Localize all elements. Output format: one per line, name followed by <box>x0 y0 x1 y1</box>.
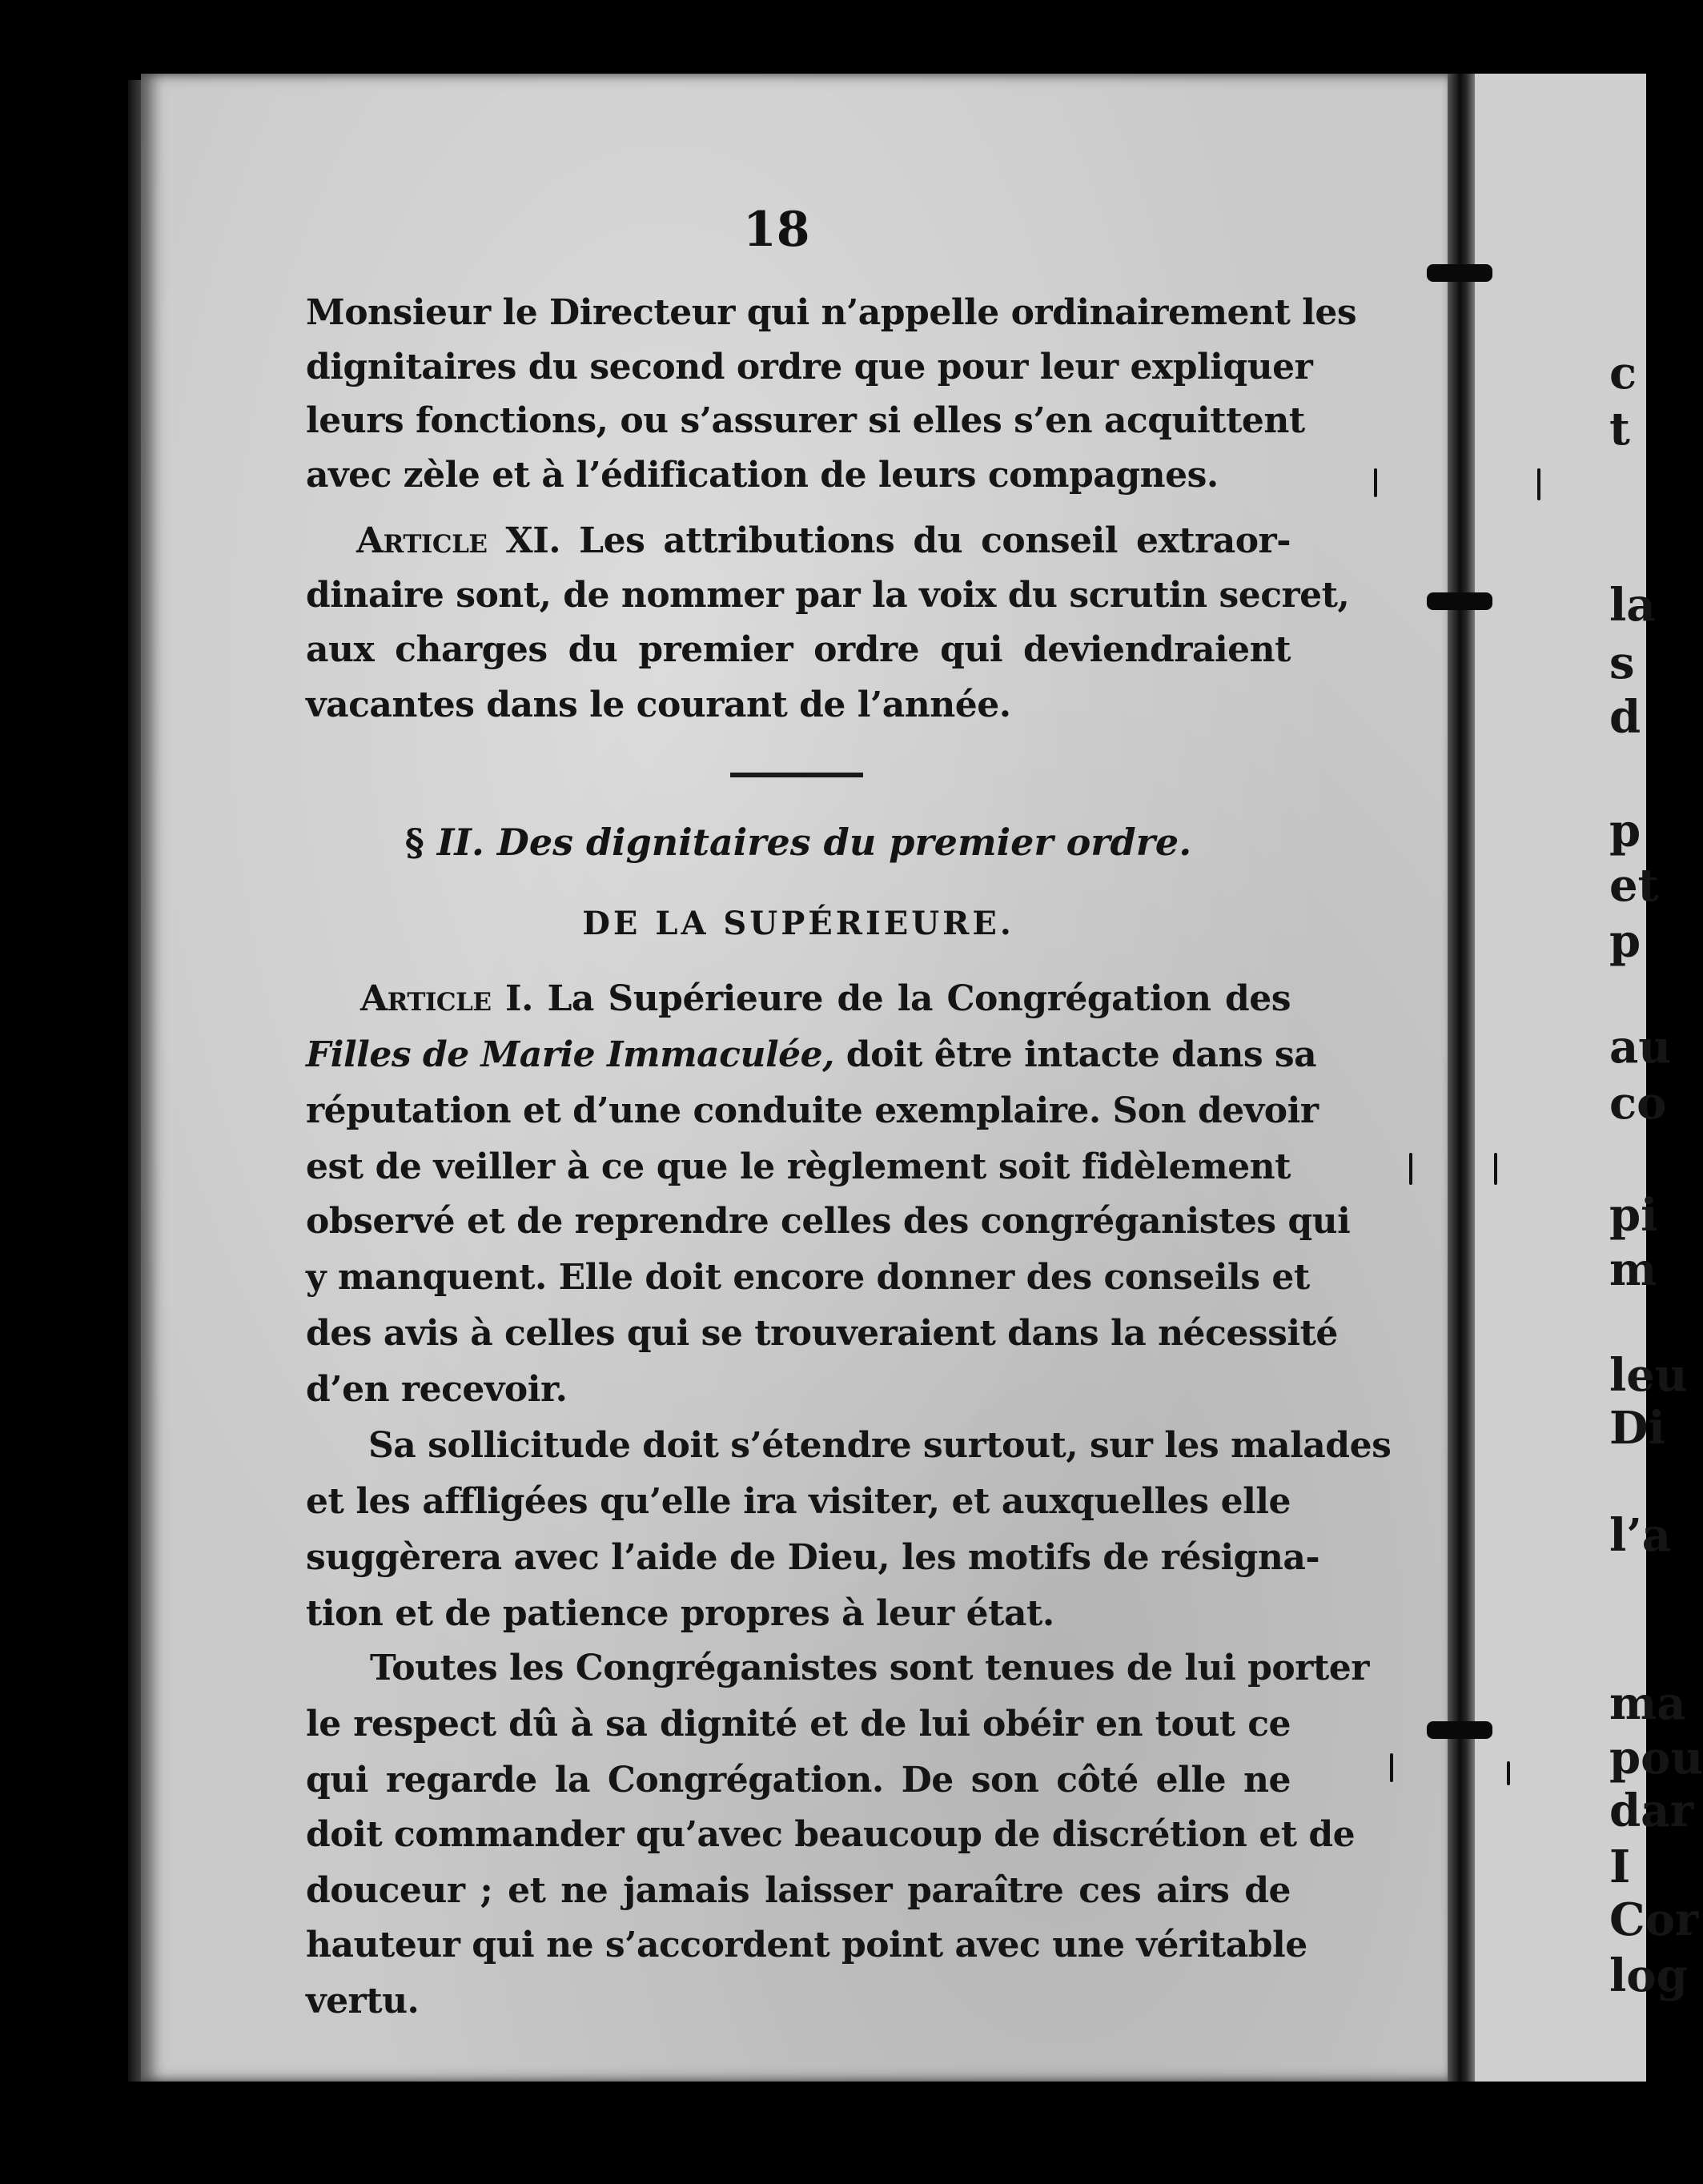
ink-mark <box>1390 1753 1393 1782</box>
text-line: hauteur qui ne s’accordent point avec une véritable <box>306 1925 1307 1965</box>
binding-stitch <box>1427 592 1492 610</box>
article-label: Article <box>360 978 492 1019</box>
text-line: vertu. <box>306 1981 420 2021</box>
heading-superieure: DE LA SUPÉRIEURE. <box>582 905 1014 942</box>
ink-mark <box>1507 1761 1510 1785</box>
text-line: le respect dû à sa dignité et de lui obéir en tout ce <box>306 1704 1291 1744</box>
facing-fragment: la <box>1609 579 1656 632</box>
text-line: qui regarde la Congrégation. De son côté elle ne <box>306 1760 1291 1801</box>
article-xi-first-line <box>356 520 1291 561</box>
text-line: dignitaires du second ordre que pour leur expliquer <box>306 347 1313 387</box>
facing-fragment: l’a <box>1609 1509 1672 1562</box>
article-label: Article <box>356 520 488 561</box>
article-number: XI. <box>487 520 561 561</box>
text-line: doit commander qu’avec beaucoup de discrétion et de <box>306 1814 1356 1855</box>
ink-mark <box>1374 468 1377 497</box>
text-line: vacantes dans le courant de l’année. <box>306 685 1011 725</box>
section-mark: § <box>404 821 424 864</box>
text-line: Monsieur le Directeur qui n’appelle ordinairement les <box>306 292 1357 333</box>
book-gutter <box>1448 74 1475 2082</box>
facing-fragment: pi <box>1609 1189 1658 1242</box>
ink-mark <box>1537 468 1540 500</box>
text-line: aux charges du premier ordre qui deviendraient <box>306 629 1291 670</box>
facing-fragment: pou <box>1609 1732 1703 1785</box>
text-line: Sa sollicitude doit s’étendre surtout, sur les malades <box>368 1425 1392 1466</box>
facing-fragment: dar <box>1609 1785 1693 1837</box>
facing-fragment: m <box>1609 1243 1657 1296</box>
section-title <box>306 821 1291 864</box>
facing-fragment: ma <box>1609 1677 1686 1730</box>
congregation-name: Filles de Marie Immaculée, <box>306 1034 834 1075</box>
page-number: 18 <box>743 202 810 258</box>
facing-fragment: et <box>1609 859 1659 912</box>
binding-stitch <box>1427 1721 1492 1739</box>
text-line: observé et de reprendre celles des congréganistes qui <box>306 1201 1351 1242</box>
text-line: douceur ; et ne jamais laisser paraître ces airs de <box>306 1870 1291 1911</box>
text-line: suggèrera avec l’aide de Dieu, les motifs de résigna- <box>306 1537 1320 1578</box>
facing-fragment: s <box>1609 636 1635 689</box>
facing-fragment: Di <box>1609 1402 1665 1455</box>
facing-fragment: d <box>1609 691 1641 744</box>
facing-fragment: c <box>1609 347 1637 399</box>
text-line: y manquent. Elle doit encore donner des conseils et <box>306 1257 1310 1298</box>
binding-stitch <box>1427 264 1492 282</box>
facing-fragment: t <box>1609 403 1630 456</box>
article-i-second-line <box>306 1034 1317 1075</box>
section-divider <box>730 773 863 777</box>
text-line: Toutes les Congréganistes sont tenues de lui porter <box>370 1648 1369 1688</box>
section-title-text: II. Des dignitaires du premier ordre. <box>424 821 1192 864</box>
text-line: leurs fonctions, ou s’assurer si elles s’en acquittent <box>306 400 1305 441</box>
text-line: et les affligées qu’elle ira visiter, et auxquelles elle <box>306 1481 1291 1522</box>
ink-mark <box>1494 1153 1497 1185</box>
facing-fragment: co <box>1609 1077 1667 1130</box>
text-run: La Supérieure de la Congrégation des <box>532 978 1291 1019</box>
facing-fragment: I <box>1609 1841 1631 1893</box>
text-line: des avis à celles qui se trouveraient dans la nécessité <box>306 1313 1338 1354</box>
text-line: réputation et d’une conduite exemplaire. Son devoir <box>306 1090 1319 1131</box>
text-run: Les attributions du conseil extraor- <box>560 520 1291 561</box>
facing-fragment: log <box>1609 1949 1688 2002</box>
facing-fragment: p <box>1609 915 1641 968</box>
facing-fragment: p <box>1609 805 1641 857</box>
article-i-first-line <box>360 978 1291 1019</box>
facing-fragment: au <box>1609 1021 1671 1074</box>
text-line: avec zèle et à l’édification de leurs compagnes. <box>306 455 1219 496</box>
facing-fragment: leu <box>1609 1349 1688 1402</box>
text-line: dinaire sont, de nommer par la voix du scrutin secret, <box>306 575 1350 616</box>
text-line: tion et de patience propres à leur état. <box>306 1593 1054 1634</box>
article-number: I. <box>491 978 533 1019</box>
facing-fragment: Cor <box>1609 1893 1699 1946</box>
ink-mark <box>1409 1153 1412 1185</box>
text-run: doit être intacte dans sa <box>833 1034 1317 1075</box>
text-line: d’en recevoir. <box>306 1369 568 1410</box>
text-line: est de veiller à ce que le règlement soit fidèlement <box>306 1146 1291 1187</box>
